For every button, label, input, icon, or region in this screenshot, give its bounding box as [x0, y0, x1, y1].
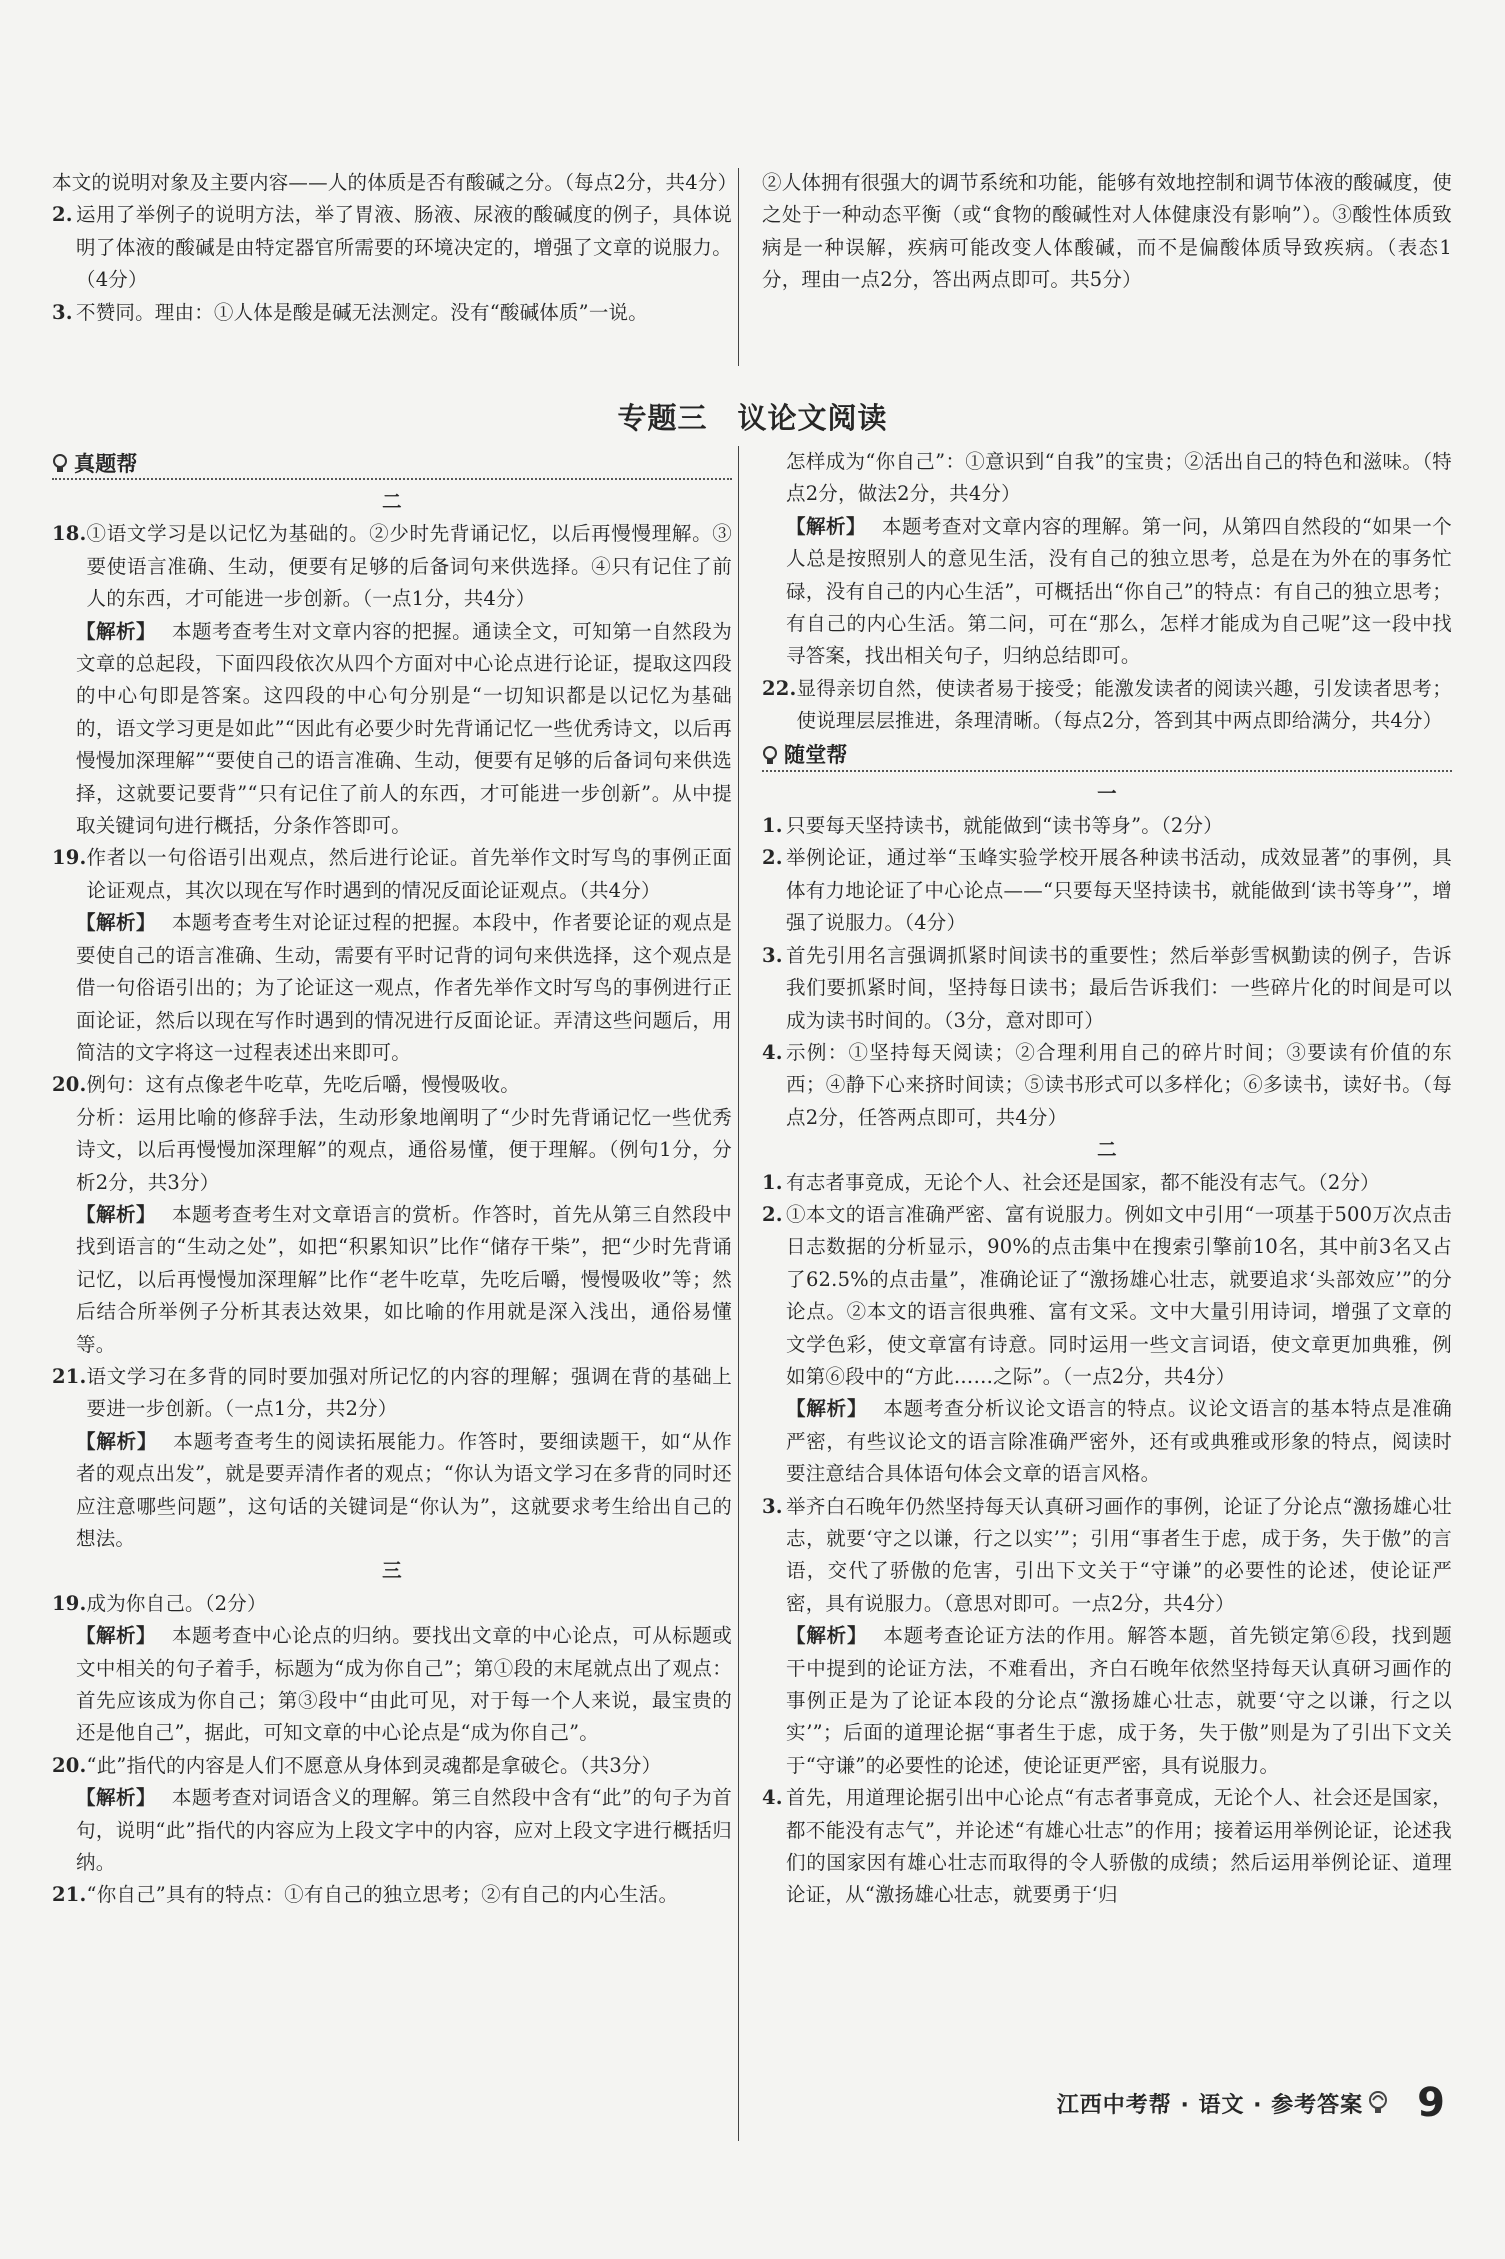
zhenti-badge: [52, 446, 732, 482]
answer-text: 有志者事竟成，无论个人、社会还是国家，都不能没有志气。（2分）: [786, 1170, 1380, 1194]
question-number: 2.: [762, 1202, 783, 1226]
main-right-list-a: [762, 446, 1452, 738]
answer-item: [52, 518, 732, 615]
analysis-text: 本题考查考生对论证过程的把握。本段中，作者要论证的观点是要使自己的语言准确、生动，需要有平时记背的词句来供选择，这个观点是借一句俗语引出的；为了论证这一观点，作者先举作文时写鸟的事例进行正面论证，然后以现在写作时遇到的情况进行反面论证。弄清这些问题后，用简洁的文字将这一过程表述出来即可。: [76, 911, 732, 1064]
answer-item: [762, 1167, 1452, 1199]
answer-text: ①本文的语言准确严密、富有说服力。例如文中引用“一项基于500万次点击日志数据的分析显示，90%的点击集中在搜索引擎前10名，其中前3名又占了62.5%的点击量”，准确论证了“激扬雄心壮志，就要追求‘头部效应’”的分论点。②本文的语言很典雅、富有文采。文中大量引用诗词，增强了文章的文学色彩，使文章富有诗意。同时运用一些文言词语，使文章更加典雅，例如第⑥段中的“方此……之际”。（一点2分，共4分）: [786, 1202, 1452, 1388]
subsection-number: 一: [1097, 781, 1117, 805]
answer-text: “此”指代的内容是人们不愿意从身体到灵魂都是拿破仑。（共3分）: [86, 1753, 662, 1777]
answer-text: 不赞同。理由：①人体是酸是碱无法测定。没有“酸碱体质”一说。: [76, 300, 648, 324]
answer-item: [52, 1879, 732, 1911]
analysis-text: 本题考查论证方法的作用。解答本题，首先锁定第⑥段，找到题干中提到的论证方法，不难看出，齐白石晚年依然坚持每天认真研习画作的事例正是为了论证本段的分论点“激扬雄心壮志，就要‘守之以谦，行之以实’”；后面的道理论据“事者生于虑，成于务，失于傲”则是为了引出下文关于“守谦”的必要性的论述，使论证更严密，具有说服力。: [786, 1624, 1452, 1777]
analysis-paragraph: [52, 1426, 732, 1556]
answer-item: [762, 940, 1452, 1037]
main-left-list: [52, 486, 732, 1912]
answer-text: 示例：①坚持每天阅读；②合理利用自己的碎片时间；③要读有价值的东西；④静下心来挤时间读；⑤读书形式可以多样化；⑥多读书，读好书。（每点2分，任答两点即可，共4分）: [786, 1040, 1452, 1129]
subsection-number: 三: [382, 1559, 402, 1583]
analysis-text: 本题考查对文章内容的理解。第一问，从第四自然段的“如果一个人总是按照别人的意见生活，没有自己的独立思考，总是在为外在的事务忙碌，没有自己的内心生活”，可概括出“你自己”的特点：有自己的独立思考；有自己的内心生活。第二问，可在“那么，怎样才能成为自己呢”这一段中找寻答案，找出相关句子，归纳总结即可。: [786, 514, 1452, 668]
analysis-paragraph: [762, 1620, 1452, 1782]
subsection-number: 二: [1097, 1138, 1117, 1162]
suitang-badge-label: 随堂帮: [784, 743, 848, 768]
lightbulb-icon: [52, 454, 68, 474]
analysis-text: 本题考查考生对文章内容的把握。通读全文，可知第一自然段为文章的总起段，下面四段依次从四个方面对中心论点进行论证，提取这四段的中心句即是答案。这四段的中心句分别是“一切知识都是以记忆为基础的，语文学习更是如此”“因此有必要少时先背诵记忆一些优秀诗文，以后再慢慢加深理解”“要使自己的语言准确、生动，便要有足够的后备词句来供选择，这就要记要背”“只有记住了前人的东西，才可能进一步创新”。从中提取关键词句进行概括，分条作答即可。: [76, 619, 732, 838]
top-right-column: [762, 167, 1452, 297]
analysis-text: 本题考查考生对文章语言的赏析。作答时，首先从第三自然段中找到语言的“生动之处”，如把“积累知识”比作“储存干柴”，把“少时先背诵记忆，以后再慢慢加深理解”比作“老牛吃草，先吃后嚼，慢慢吸收”等；然后结合所举例子分析其表达效果，如比喻的作用就是深入浅出，通俗易懂等。: [76, 1202, 732, 1356]
suitang-badge: [762, 738, 1452, 774]
main-left-column: [52, 446, 732, 1912]
question-number: 3.: [52, 300, 73, 324]
analysis-paragraph: [52, 907, 732, 1069]
answer-text: 首先，用道理论据引出中心论点“有志者事竟成，无论个人、社会还是国家，都不能没有志气”，并论述“有雄心壮志”的作用；接着运用举例论证，论述我们的国家因有雄心壮志而取得的令人骄傲的成绩；然后运用举例论证、道理论证，从“激扬雄心壮志，就要勇于‘归: [786, 1786, 1452, 1907]
question-number: 20.: [52, 1073, 87, 1097]
question-number: 4.: [762, 1786, 783, 1810]
answer-item: [762, 810, 1452, 842]
answer-item: [52, 1750, 732, 1782]
answer-item: [52, 199, 732, 296]
analysis-paragraph: [52, 1782, 732, 1879]
analysis-label: 【解析】: [76, 911, 157, 935]
answer-item: [762, 673, 1452, 738]
section-title: 专题三 议论文阅读: [617, 401, 888, 435]
analysis-paragraph: [52, 616, 732, 843]
question-number: 3.: [762, 943, 783, 967]
answer-item: [762, 842, 1452, 939]
column-divider: [738, 446, 739, 2141]
analysis-label: 【解析】: [76, 619, 157, 643]
question-number: 2.: [762, 846, 783, 870]
question-number: 19.: [52, 1591, 87, 1615]
answer-text: “你自己”具有的特点：①有自己的独立思考；②有自己的内心生活。: [86, 1883, 679, 1907]
question-number: 2.: [52, 203, 73, 227]
leaf-bulb-icon: [1367, 2090, 1389, 2116]
answer-text: 成为你自己。（2分）: [86, 1591, 267, 1615]
question-number: 3.: [762, 1494, 783, 1518]
analysis-label: 【解析】: [76, 1624, 157, 1648]
analysis-paragraph: [52, 1620, 732, 1750]
page-footer: [1057, 2080, 1445, 2126]
answer-item: [52, 297, 732, 329]
answer-text: 语文学习在多背的同时要加强对所记忆的内容的理解；强调在背的基础上要进一步创新。（一点1分，共2分）: [86, 1364, 732, 1421]
analysis-label: 【解析】: [76, 1429, 158, 1453]
analysis-paragraph: [52, 1199, 732, 1361]
column-divider: [738, 168, 739, 366]
analysis-text: 本题考查分析议论文语言的特点。议论文语言的基本特点是准确严密，有些议论文的语言除准确严密外，还有或典雅或形象的特点，阅读时要注意结合具体语句体会文章的语言风格。: [786, 1397, 1452, 1486]
analysis-label: 【解析】: [76, 1202, 157, 1226]
question-number: 18.: [52, 522, 87, 546]
question-number: 21.: [52, 1364, 87, 1388]
paragraph: 本文的说明对象及主要内容——人的体质是否有酸碱之分。（每点2分，共4分）: [52, 171, 738, 194]
main-right-list-b: [762, 778, 1452, 1912]
badge-dotted-rule: [762, 770, 1452, 772]
analysis-text: 本题考查对词语含义的理解。第三自然段中含有“此”的句子为首句，说明“此”指代的内容应为上段文字中的内容，应对上段文字进行概括归纳。: [76, 1786, 732, 1875]
question-number: 19.: [52, 846, 87, 870]
answer-item: [52, 1361, 732, 1426]
answer-text: 举例论证，通过举“玉峰实验学校开展各种读书活动，成效显著”的事例，具体有力地论证了中心论点——“只要每天坚持读书，就能做到‘读书等身’”，增强了说服力。（4分）: [786, 846, 1452, 935]
answer-text: ①语文学习是以记忆为基础的。②少时先背诵记忆，以后再慢慢理解。③要使语言准确、生动，便要有足够的后备词句来供选择。④只有记住了前人的东西，才可能进一步创新。（一点1分，共4分）: [86, 522, 732, 611]
footer-title: 江西中考帮 · 语文 · 参考答案: [1056, 2092, 1364, 2118]
answer-item: [52, 842, 732, 907]
question-number: 20.: [52, 1753, 87, 1777]
question-number: 21.: [52, 1883, 87, 1907]
analysis-paragraph: [762, 511, 1452, 673]
question-number: 1.: [762, 814, 783, 838]
answer-text: 举齐白石晚年仍然坚持每天认真研习画作的事例，论证了分论点“激扬雄心壮志，就要‘守之以谦，行之以实’”；引用“事者生于虑，成于务，失于傲”的言语，交代了骄傲的危害，引出下文关于“守谦”的必要性的论述，使论证严密，具有说服力。（意思对即可。一点2分，共4分）: [786, 1494, 1452, 1615]
question-number: 22.: [762, 676, 797, 700]
answer-text: 显得亲切自然，使读者易于接受；能激发读者的阅读兴趣，引发读者思考；使说理层层推进，条理清晰。（每点2分，答到其中两点即给满分，共4分）: [796, 676, 1452, 733]
analysis-label: 【解析】: [786, 514, 866, 538]
answer-item: [52, 1069, 732, 1101]
answer-text: 例句：这有点像老牛吃草，先吃后嚼，慢慢吸收。: [86, 1073, 520, 1097]
answer-item: [762, 1199, 1452, 1393]
lightbulb-icon: [762, 746, 778, 766]
analysis-text: 本题考查考生的阅读拓展能力。作答时，要细读题干，如“从作者的观点出发”，就是要弄清作者的观点；“你认为语文学习在多背的同时还应注意哪些问题”，这句话的关键词是“你认为”，这就要求考生给出自己的想法。: [76, 1429, 732, 1550]
answer-item: [52, 1588, 732, 1620]
question-number: 1.: [762, 1170, 783, 1194]
top-left-column: [52, 167, 738, 329]
answer-continuation: 分析：运用比喻的修辞手法，生动形象地阐明了“少时先背诵记忆一些优秀诗文，以后再慢慢加深理解”的观点，通俗易懂，便于理解。（例句1分，分析2分，共3分）: [76, 1105, 732, 1194]
analysis-label: 【解析】: [786, 1624, 868, 1648]
analysis-label: 【解析】: [76, 1786, 156, 1810]
paragraph: ②人体拥有很强大的调节系统和功能，能够有效地控制和调节体液的酸碱度，使之处于一种动态平衡（或“食物的酸碱性对人体健康没有影响”）。③酸性体质致病是一种误解，疾病可能改变人体酸碱，而不是偏酸体质导致疾病。（表态1分，理由一点2分，答出两点即可。共5分）: [762, 171, 1452, 292]
answer-text: 首先引用名言强调抓紧时间读书的重要性；然后举彭雪枫勤读的例子，告诉我们要抓紧时间，坚持每日读书；最后告诉我们：一些碎片化的时间是可以成为读书时间的。（3分，意对即可）: [786, 943, 1452, 1032]
main-right-column: [762, 446, 1452, 1912]
answer-text: 作者以一句俗语引出观点，然后进行论证。首先举作文时写鸟的事例正面论证观点，其次以现在写作时遇到的情况反面论证观点。（共4分）: [86, 846, 732, 902]
question-number: 4.: [762, 1040, 783, 1064]
subsection-number: 二: [382, 490, 402, 513]
answer-continuation: 怎样成为“你自己”：①意识到“自我”的宝贵；②活出自己的特色和滋味。（特点2分，做法2分，共4分）: [786, 450, 1452, 506]
answer-item: [762, 1782, 1452, 1912]
answer-text: 运用了举例子的说明方法，举了胃液、肠液、尿液的酸碱度的例子，具体说明了体液的酸碱是由特定器官所需要的环境决定的，增强了文章的说服力。（4分）: [76, 203, 732, 292]
analysis-text: 本题考查中心论点的归纳。要找出文章的中心论点，可从标题或文中相关的句子着手，标题为“成为你自己”；第①段的末尾就点出了观点：首先应该成为你自己；第③段中“由此可见，对于每一个人来说，最宝贵的还是他自己”，据此，可知文章的中心论点是“成为你自己”。: [76, 1624, 732, 1745]
answer-item: [762, 1037, 1452, 1134]
page-number: 9: [1417, 2080, 1445, 2126]
answer-text: 只要每天坚持读书，就能做到“读书等身”。（2分）: [786, 814, 1223, 838]
analysis-label: 【解析】: [786, 1397, 868, 1421]
zhenti-badge-label: 真题帮: [74, 451, 138, 476]
badge-dotted-rule: [52, 478, 732, 480]
analysis-paragraph: [762, 1393, 1452, 1490]
answer-item: [762, 1491, 1452, 1621]
